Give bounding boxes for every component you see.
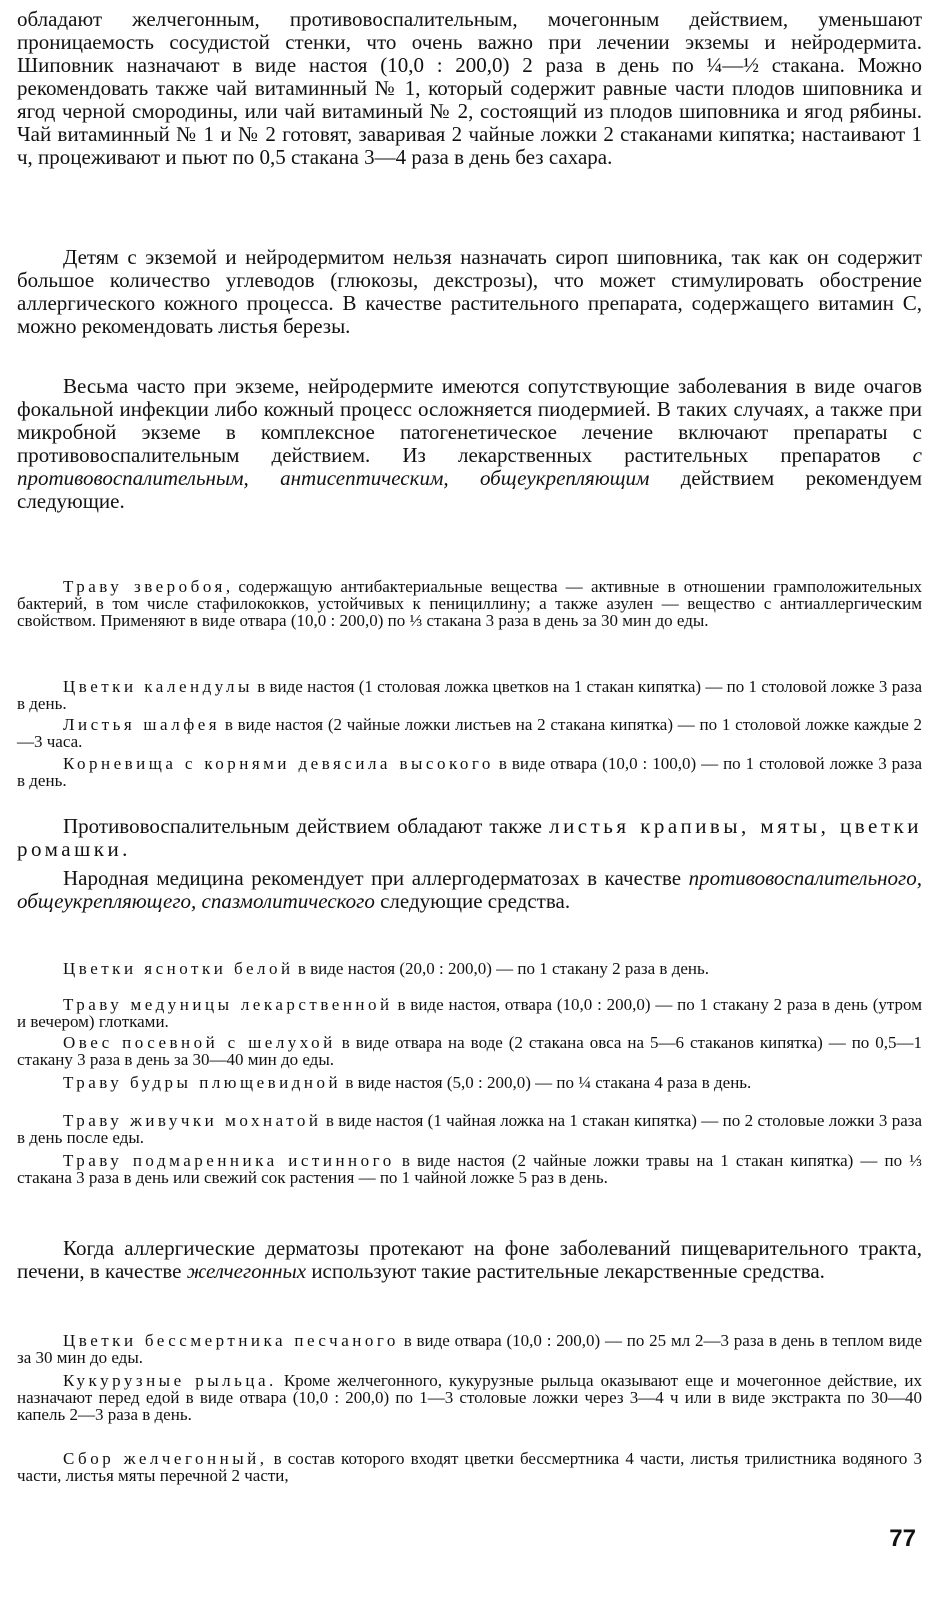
text-segment: Когда аллергические дерматозы протекают на фоне заболеваний пищеварительного тракта, печени, в качестве — [17, 1236, 922, 1283]
recipe-text: в виде настоя (20,0 : 200,0) — по 1 стакану 2 раза в день. — [293, 959, 710, 978]
recipe-name: Траву зверобоя — [63, 577, 226, 596]
spaced-segment: листья крапивы, мяты, цветки ромашки. — [17, 814, 923, 861]
paragraph-digestive — [17, 1237, 922, 1283]
recipe-item — [17, 1372, 922, 1423]
italic-segment: противовоспалительного, общеукрепляющего, спазмолитического — [17, 866, 922, 913]
italic-segment: желчегонных — [186, 1259, 307, 1283]
recipe-item — [17, 1450, 922, 1484]
recipe-item — [17, 1034, 922, 1068]
paragraph-nettle-mint — [17, 815, 922, 861]
paragraph-rosehip: обладают желчегонным, противовоспалительным, мочегонным действием, уменьшают проницаемость сосудистой стенки, что очень важно при лечении экземы и нейродермита. Шиповник назначают в виде настоя (10,0 : 200,0) 2 раза в день по ¼—½ стакана. Можно рекомендовать также чай витаминный № 1, который содержит равные части плодов шиповника и ягод черной смородины, или чай витаминый № 2, состоящий из плодов шиповника и ягод рябины. Чай витаминный № 1 и № 2 готовят, заваривая 2 чайные ложки 2 стаканами кипятка; настаивают 1 ч, процеживают и пьют по 0,5 стакана 3—4 раза в день без сахара. — [17, 7, 922, 169]
recipe-name: Корневища с корнями девясила высокого — [63, 754, 494, 773]
text-segment: Весьма часто при экземе, нейродермите имеются сопутствующие заболевания в виде очагов фокальной инфекции либо кожный процесс осложняется пиодермией. В таких случаях, а также при микробной экземе в комплексное патогенетическое лечение включают препараты с противовоспалительным действием. Из лекарственных растительных препаратов — [17, 374, 922, 467]
recipe-item — [17, 1112, 922, 1146]
recipe-item — [17, 1152, 922, 1186]
recipe-text: в виде настоя (1 столовая ложка цветков на 1 стакан кипятка) — по 1 столовой ложке 3 раза в день. — [17, 677, 923, 713]
recipe-item — [17, 960, 922, 977]
text-segment: Противовоспалительным действием обладают также — [63, 814, 550, 838]
recipe-name: Цветки яснотки белой — [63, 959, 294, 978]
paragraph-folk-medicine — [17, 867, 922, 913]
recipe-text: , содержащую антибактериальные вещества — активные в отношении грамположительных бактерий, в том числе стафилококков, устойчивых к пенициллину; а также азулен — вещество с антиаллергическим свойством. Применяют в виде отвара (10,0 : 200,0) по ⅓ стакана 3 раза в день за 30 мин до еды. — [17, 577, 923, 630]
recipe-name: Траву будры плющевидной — [63, 1073, 342, 1092]
recipe-text: Кроме желчегонного, кукурузные рыльца оказывают еще и мочегонное действие, их назначают перед едой в виде отвара (10,0 : 200,0) по 1—3 столовые ложки через 3—4 ч или в виде экстракта по 30—40 капель 2—3 раза в день. — [17, 1371, 922, 1424]
recipe-item — [17, 1074, 922, 1091]
page-number: 77 — [889, 1525, 916, 1552]
paragraph-children-syrup: Детям с экземой и нейродермитом нельзя назначать сироп шиповника, так как он содержит большое количество углеводов (глюкозы, декстрозы), что может стимулировать обострение аллергического кожного процесса. В качестве растительного препарата, содержащего витамин С, можно рекомендовать листья березы. — [17, 245, 922, 338]
recipe-name: Траву медуницы лекарственной — [63, 995, 393, 1014]
recipe-name: Листья шалфея — [63, 715, 221, 734]
recipe-text: в виде настоя (2 чайные ложки листьев на 2 стакана кипятка) — по 1 столовой ложке каждые 2—3 часа. — [17, 715, 922, 751]
recipe-name: Траву живучки мохнатой — [63, 1111, 322, 1130]
recipe-item — [17, 716, 922, 750]
recipe-name: Траву подмаренника истинного — [63, 1151, 395, 1170]
paragraph-pyoderma — [17, 375, 922, 513]
recipe-text: в виде отвара (10,0 : 100,0) — по 1 столовой ложке 3 раза в день. — [17, 754, 922, 790]
recipe-name: Цветки бессмертника песчаного — [63, 1331, 399, 1350]
recipe-text: в виде настоя (2 чайные ложки травы на 1 стакан кипятка) — по ⅓ стакана 3 раза в день или свежий сок растения — по 1 чайной ложке 5 раз в день. — [17, 1151, 922, 1187]
recipe-item — [17, 996, 922, 1030]
recipe-item — [17, 755, 922, 789]
recipe-name: Кукурузные рыльца. — [63, 1371, 277, 1390]
recipe-text: в виде отвара на воде (2 стакана овса на 5—6 стаканов кипятка) — по 0,5—1 стакану 3 раза в день за 30—40 мин до еды. — [17, 1033, 923, 1069]
recipe-name: Сбор желчегонный, — [63, 1449, 268, 1468]
text-segment: Народная медицина рекомендует при аллергодерматозах в качестве — [63, 866, 689, 890]
italic-segment: с противовоспалительным, антисептическим, общеукрепляющим — [17, 443, 922, 490]
recipe-item — [17, 1332, 922, 1366]
recipe-name: Цветки календулы — [63, 677, 253, 696]
recipe-item — [17, 678, 922, 712]
recipe-text: в состав которого входят цветки бессмертника 4 части, листья трилистника водяного 3 части, листья мяты перечной 2 части, — [17, 1449, 922, 1485]
text-segment: используют такие растительные лекарственные средства. — [306, 1259, 825, 1283]
recipe-text: в виде настоя (1 чайная ложка на 1 стакан кипятка) — по 2 столовые ложки 3 раза в день после еды. — [17, 1111, 922, 1147]
recipe-text: в виде отвара (10,0 : 200,0) — по 25 мл 2—3 раза в день в теплом виде за 30 мин до еды. — [17, 1331, 922, 1367]
text-segment: следующие средства. — [374, 889, 571, 913]
recipe-name: Овес посевной с шелухой — [63, 1033, 336, 1052]
recipe-item — [17, 578, 922, 629]
text-segment: действием рекомендуем следующие. — [17, 466, 922, 513]
recipe-text: в виде настоя, отвара (10,0 : 200,0) — по 1 стакану 2 раза в день (утром и вечером) глотками. — [17, 995, 922, 1031]
recipe-text: в виде настоя (5,0 : 200,0) — по ¼ стакана 4 раза в день. — [341, 1073, 752, 1092]
